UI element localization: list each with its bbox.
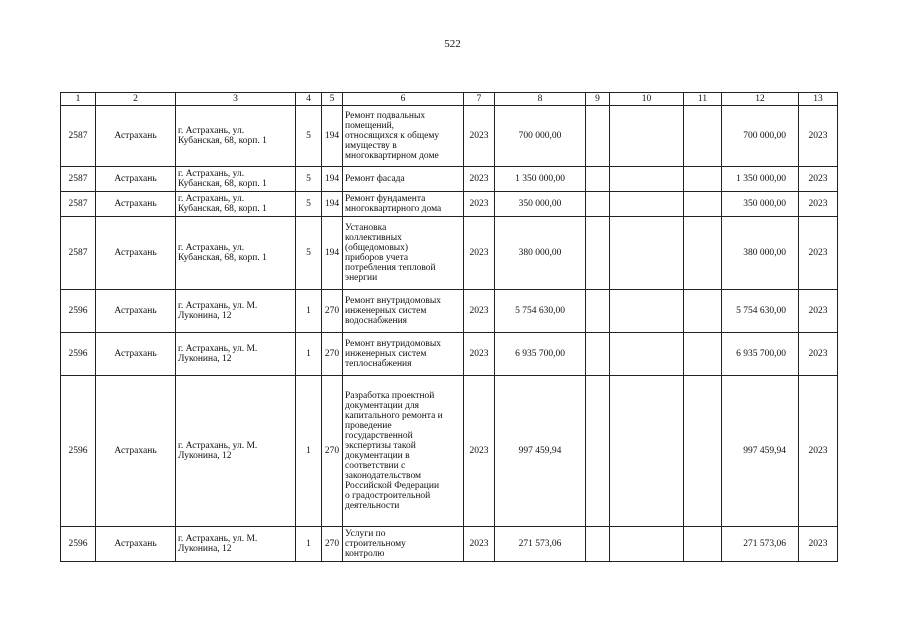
cell-number: 2596 bbox=[61, 527, 96, 562]
cell-plan-year: 2023 bbox=[464, 192, 495, 217]
cell-plan-year: 2023 bbox=[464, 106, 495, 167]
table-row bbox=[61, 167, 838, 192]
cell-address: г. Астрахань, ул. Кубанская, 68, корп. 1 bbox=[176, 106, 296, 167]
cell-floors: 1 bbox=[296, 290, 322, 333]
cell-floors: 5 bbox=[296, 192, 322, 217]
cell-completion-year: 2023 bbox=[799, 192, 838, 217]
cell-floors: 5 bbox=[296, 106, 322, 167]
table-row bbox=[61, 290, 838, 333]
header-row bbox=[61, 93, 838, 106]
cell-col-11 bbox=[684, 192, 722, 217]
cell-col-9 bbox=[586, 376, 610, 527]
cell-work-type: Ремонт подвальных помещений, относящихся к общему имуществу в многоквартирном доме bbox=[343, 106, 464, 167]
header-cell-9: 9 bbox=[586, 93, 610, 106]
cell-floors: 1 bbox=[296, 527, 322, 562]
cell-address: г. Астрахань, ул. М. Луконина, 12 bbox=[176, 376, 296, 527]
cell-col-10 bbox=[610, 167, 684, 192]
cell-floors: 1 bbox=[296, 333, 322, 376]
cell-year-built: 194 bbox=[322, 167, 343, 192]
cell-col-10 bbox=[610, 217, 684, 290]
header-cell-7: 7 bbox=[464, 93, 495, 106]
cell-work-type: Ремонт фасада bbox=[343, 167, 464, 192]
cell-address: г. Астрахань, ул. М. Луконина, 12 bbox=[176, 333, 296, 376]
cell-total-cost: 1 350 000,00 bbox=[722, 167, 799, 192]
cell-floors: 1 bbox=[296, 376, 322, 527]
cell-completion-year: 2023 bbox=[799, 333, 838, 376]
cell-cost: 380 000,00 bbox=[495, 217, 586, 290]
cell-settlement: Астрахань bbox=[96, 333, 176, 376]
cell-completion-year: 2023 bbox=[799, 106, 838, 167]
cell-col-9 bbox=[586, 217, 610, 290]
cell-col-11 bbox=[684, 217, 722, 290]
cell-settlement: Астрахань bbox=[96, 192, 176, 217]
cell-completion-year: 2023 bbox=[799, 167, 838, 192]
cell-col-9 bbox=[586, 167, 610, 192]
cell-total-cost: 700 000,00 bbox=[722, 106, 799, 167]
page-number: 522 bbox=[444, 38, 461, 50]
cell-address: г. Астрахань, ул. М. Луконина, 12 bbox=[176, 527, 296, 562]
cell-settlement: Астрахань bbox=[96, 527, 176, 562]
cell-total-cost: 6 935 700,00 bbox=[722, 333, 799, 376]
cell-year-built: 194 bbox=[322, 192, 343, 217]
cell-address: г. Астрахань, ул. Кубанская, 68, корп. 1 bbox=[176, 217, 296, 290]
cell-work-type: Ремонт фундамента многоквартирного дома bbox=[343, 192, 464, 217]
cell-completion-year: 2023 bbox=[799, 376, 838, 527]
cell-settlement: Астрахань bbox=[96, 167, 176, 192]
header-cell-2: 2 bbox=[96, 93, 176, 106]
cell-plan-year: 2023 bbox=[464, 167, 495, 192]
cell-work-type: Разработка проектной документации для капитального ремонта и проведение государственной экспертизы такой документации в соответствии с законодательством Российской Федерации о градостроительной деятельности bbox=[343, 376, 464, 527]
table-row bbox=[61, 217, 838, 290]
header-cell-8: 8 bbox=[495, 93, 586, 106]
cell-floors: 5 bbox=[296, 217, 322, 290]
header-cell-6: 6 bbox=[343, 93, 464, 106]
header-cell-1: 1 bbox=[61, 93, 96, 106]
cell-plan-year: 2023 bbox=[464, 217, 495, 290]
cell-year-built: 270 bbox=[322, 333, 343, 376]
cell-number: 2596 bbox=[61, 376, 96, 527]
cell-col-11 bbox=[684, 106, 722, 167]
table-row bbox=[61, 333, 838, 376]
table-row bbox=[61, 106, 838, 167]
cell-work-type: Ремонт внутридомовых инженерных систем теплоснабжения bbox=[343, 333, 464, 376]
cell-year-built: 270 bbox=[322, 290, 343, 333]
cell-col-10 bbox=[610, 106, 684, 167]
header-cell-13: 13 bbox=[799, 93, 838, 106]
cell-col-11 bbox=[684, 527, 722, 562]
cell-col-10 bbox=[610, 376, 684, 527]
cell-work-type: Установка коллективных (общедомовых) приборов учета потребления тепловой энергии bbox=[343, 217, 464, 290]
header-cell-12: 12 bbox=[722, 93, 799, 106]
cell-settlement: Астрахань bbox=[96, 106, 176, 167]
header-cell-11: 11 bbox=[684, 93, 722, 106]
cell-number: 2596 bbox=[61, 333, 96, 376]
cell-cost: 1 350 000,00 bbox=[495, 167, 586, 192]
cell-col-9 bbox=[586, 106, 610, 167]
cell-settlement: Астрахань bbox=[96, 217, 176, 290]
cell-total-cost: 997 459,94 bbox=[722, 376, 799, 527]
cell-settlement: Астрахань bbox=[96, 290, 176, 333]
cell-address: г. Астрахань, ул. Кубанская, 68, корп. 1 bbox=[176, 192, 296, 217]
cell-year-built: 270 bbox=[322, 376, 343, 527]
cell-number: 2587 bbox=[61, 106, 96, 167]
cell-work-type: Услуги по строительному контролю bbox=[343, 527, 464, 562]
cell-number: 2587 bbox=[61, 217, 96, 290]
table-row bbox=[61, 527, 838, 562]
cell-cost: 5 754 630,00 bbox=[495, 290, 586, 333]
cell-total-cost: 380 000,00 bbox=[722, 217, 799, 290]
header-cell-10: 10 bbox=[610, 93, 684, 106]
cell-col-11 bbox=[684, 376, 722, 527]
cell-col-10 bbox=[610, 527, 684, 562]
cell-cost: 997 459,94 bbox=[495, 376, 586, 527]
cell-total-cost: 5 754 630,00 bbox=[722, 290, 799, 333]
header-cell-4: 4 bbox=[296, 93, 322, 106]
cell-col-9 bbox=[586, 527, 610, 562]
cell-cost: 271 573,06 bbox=[495, 527, 586, 562]
cell-col-9 bbox=[586, 290, 610, 333]
table-row bbox=[61, 376, 838, 527]
cell-col-10 bbox=[610, 290, 684, 333]
cell-number: 2587 bbox=[61, 167, 96, 192]
cell-total-cost: 350 000,00 bbox=[722, 192, 799, 217]
cell-floors: 5 bbox=[296, 167, 322, 192]
cell-col-11 bbox=[684, 290, 722, 333]
cell-year-built: 194 bbox=[322, 217, 343, 290]
cell-number: 2596 bbox=[61, 290, 96, 333]
cell-plan-year: 2023 bbox=[464, 290, 495, 333]
cell-year-built: 270 bbox=[322, 527, 343, 562]
cell-col-9 bbox=[586, 192, 610, 217]
cell-cost: 350 000,00 bbox=[495, 192, 586, 217]
cell-address: г. Астрахань, ул. Кубанская, 68, корп. 1 bbox=[176, 167, 296, 192]
cell-plan-year: 2023 bbox=[464, 376, 495, 527]
cell-plan-year: 2023 bbox=[464, 527, 495, 562]
cell-cost: 6 935 700,00 bbox=[495, 333, 586, 376]
cell-settlement: Астрахань bbox=[96, 376, 176, 527]
cell-col-10 bbox=[610, 333, 684, 376]
cell-total-cost: 271 573,06 bbox=[722, 527, 799, 562]
cell-completion-year: 2023 bbox=[799, 290, 838, 333]
cell-address: г. Астрахань, ул. М. Луконина, 12 bbox=[176, 290, 296, 333]
cell-col-11 bbox=[684, 333, 722, 376]
header-cell-3: 3 bbox=[176, 93, 296, 106]
header-cell-5: 5 bbox=[322, 93, 343, 106]
cell-work-type: Ремонт внутридомовых инженерных систем водоснабжения bbox=[343, 290, 464, 333]
cell-cost: 700 000,00 bbox=[495, 106, 586, 167]
cell-number: 2587 bbox=[61, 192, 96, 217]
cell-col-10 bbox=[610, 192, 684, 217]
cell-year-built: 194 bbox=[322, 106, 343, 167]
cell-completion-year: 2023 bbox=[799, 217, 838, 290]
capital-repair-table bbox=[60, 92, 838, 562]
cell-plan-year: 2023 bbox=[464, 333, 495, 376]
table-row bbox=[61, 192, 838, 217]
cell-col-11 bbox=[684, 167, 722, 192]
cell-completion-year: 2023 bbox=[799, 527, 838, 562]
cell-col-9 bbox=[586, 333, 610, 376]
